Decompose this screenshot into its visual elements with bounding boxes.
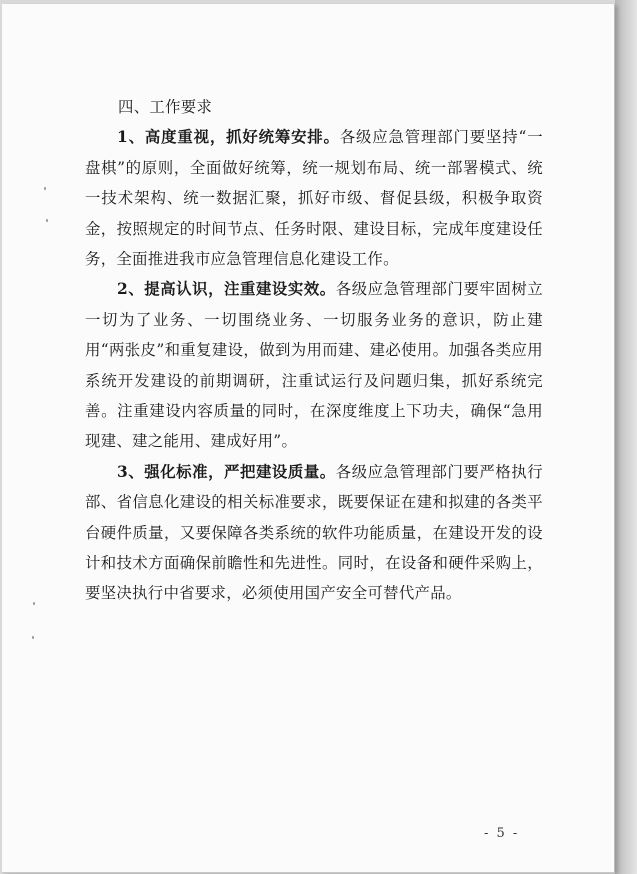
scan-speck: [32, 636, 34, 639]
paragraph-2: [85, 274, 543, 456]
paragraph-3: [85, 457, 543, 609]
paragraph-2-lead: 2、提高认识，注重建设实效。: [117, 280, 336, 299]
paragraph-2-body: 各级应急管理部门要牢固树立一切为了业务、一切围绕业务、一切服务业务的意识，防止建用“两张皮”和重复建设，做到为用而建、建必使用。加强各类应用系统开发建设的前期调研，注重试运行及问题归集，抓好系统完善。注重建设内容质量的同时，在深度维度上下功夫，确保“急用现建、建之能用、建成好用”。: [85, 280, 543, 451]
scan-speck: [44, 187, 46, 190]
scanner-edge: [615, 0, 637, 874]
page-number: - 5 -: [484, 826, 520, 841]
scan-speck: [46, 219, 48, 222]
paragraph-1-body: 各级应急管理部门要坚持“一盘棋”的原则，全面做好统筹，统一规划布局、统一部署模式、统一技术架构、统一数据汇聚，抓好市级、督促县级，积极争取资金，按照规定的时间节点、任务时限、建设目标，完成年度建设任务，全面推进我市应急管理信息化建设工作。: [85, 128, 543, 269]
paragraph-1: [85, 122, 543, 274]
paragraph-3-body: 各级应急管理部门要严格执行部、省信息化建设的相关标准要求，既要保证在建和拟建的各类平台硬件质量，又要保障各类系统的软件功能质量，在建设开发的设计和技术方面确保前瞻性和先进性。同时，在设备和硬件采购上，要坚决执行中省要求，必须使用国产安全可替代产品。: [85, 462, 543, 603]
document-body: [85, 92, 543, 609]
paragraph-1-lead: 1、高度重视，抓好统筹安排。: [117, 128, 340, 147]
scan-speck: [33, 602, 35, 605]
section-heading: 四、工作要求: [118, 98, 213, 116]
paragraph-3-lead: 3、强化标准，严把建设质量。: [117, 462, 336, 481]
